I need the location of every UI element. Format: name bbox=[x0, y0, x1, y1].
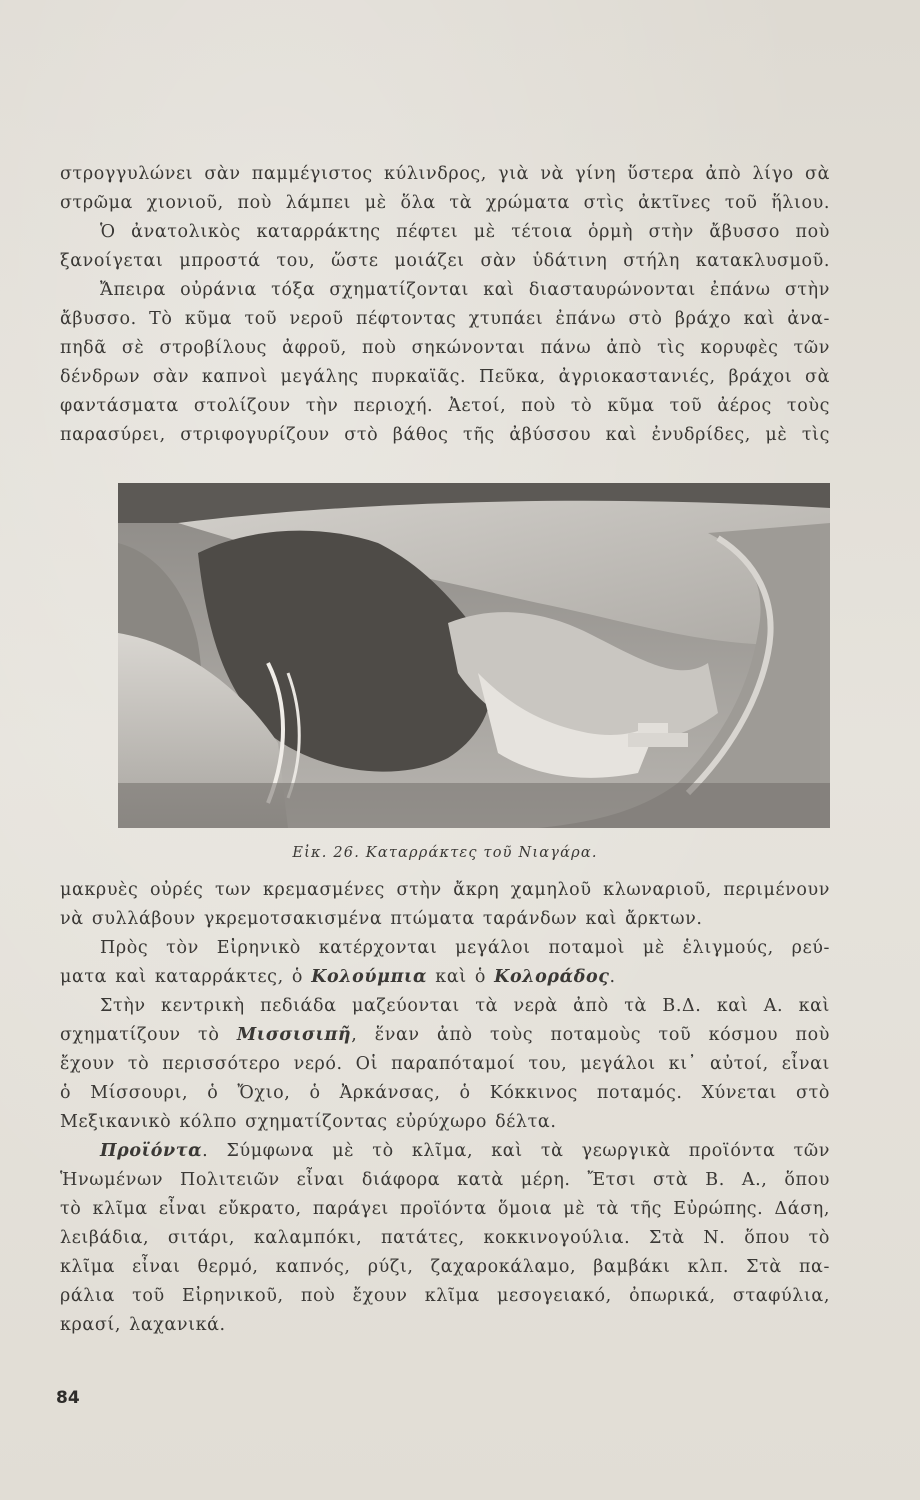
text-line: Ἡνωμένων Πολιτειῶν εἶναι διάφορα κατὰ μέρη. Ἔτσι στὰ Β. Α., ὅπου bbox=[60, 1170, 830, 1190]
text-line: μακρυὲς οὐρές των κρεμασμένες στὴν ἄκρη χαμηλοῦ κλωναριοῦ, περιμένουν bbox=[60, 880, 830, 900]
text-line: ἔχουν τὸ περισσότερο νερό. Οἱ παραπόταμοί του, μεγάλοι κι᾿ αὐτοί, εἶναι bbox=[60, 1054, 830, 1074]
top-paragraph bbox=[60, 160, 830, 450]
text-line: πηδᾶ σὲ στροβίλους ἀφροῦ, ποὺ σηκώνονται πάνω ἀπὸ τὶς κορυφὲς τῶν bbox=[60, 338, 830, 358]
text-line: τὸ κλῖμα εἶναι εὔκρατο, παράγει προϊόντα ὅμοια μὲ τὰ τῆς Εὐρώπης. Δάση, bbox=[60, 1199, 830, 1219]
text-line: λειβάδια, σιτάρι, καλαμπόκι, πατάτες, κοκκινογούλια. Στὰ Ν. ὅπου τὸ bbox=[60, 1228, 830, 1248]
text-run: καὶ ὁ bbox=[427, 967, 495, 987]
text-line: νὰ συλλάβουν γκρεμοτσακισμένα πτώματα ταράνδων καὶ ἄρκτων. bbox=[60, 909, 703, 929]
river-name-mississippi: Μισσισιπῆ bbox=[236, 1025, 352, 1045]
text-line: Στὴν κεντρικὴ πεδιάδα μαζεύονται τὰ νερὰ ἀπὸ τὰ Β.Δ. καὶ Α. καὶ bbox=[100, 996, 830, 1016]
text-line: ἄβυσσο. Τὸ κῦμα τοῦ νεροῦ πέφτοντας χτυπάει ἐπάνω στὸ βράχο καὶ ἀνα- bbox=[60, 309, 830, 329]
page-number: 84 bbox=[56, 1388, 80, 1408]
text-line: Ἄπειρα οὐράνια τόξα σχηματίζονται καὶ διασταυρώνονται ἐπάνω στὴν bbox=[100, 280, 830, 300]
text-run: ματα καὶ καταρράκτες, ὁ bbox=[60, 967, 312, 987]
text-line: ράλια τοῦ Εἰρηνικοῦ, ποὺ ἔχουν κλῖμα μεσογειακό, ὀπωρικά, σταφύλια, bbox=[60, 1286, 830, 1306]
text-line bbox=[60, 963, 830, 992]
bottom-paragraphs bbox=[60, 876, 830, 1340]
text-line: Μεξικανικὸ κόλπο σχηματίζοντας εὐρύχωρο δέλτα. bbox=[60, 1112, 557, 1132]
niagara-falls-photo bbox=[118, 483, 830, 828]
text-line: ὁ Μίσσουρι, ὁ Ὄχιο, ὁ Ἀρκάνσας, ὁ Κόκκινος ποταμός. Χύνεται στὸ bbox=[60, 1083, 830, 1103]
text-line: παρασύρει, στριφογυρίζουν στὸ βάθος τῆς ἀβύσσου καὶ ἐνυδρίδες, μὲ τὶς bbox=[60, 425, 830, 445]
text-run: . bbox=[609, 967, 616, 987]
text-run: . Σύμφωνα μὲ τὸ κλῖμα, καὶ τὰ γεωργικὰ προϊόντα τῶν bbox=[202, 1141, 830, 1161]
text-line: στρῶμα χιονιοῦ, ποὺ λάμπει μὲ ὅλα τὰ χρώματα στὶς ἀκτῖνες τοῦ ἥλιου. bbox=[60, 193, 830, 213]
figure-caption: Εἰκ. 26. Καταρράκτες τοῦ Νιαγάρα. bbox=[292, 845, 598, 861]
text-line: φαντάσματα στολίζουν τὴν περιοχή. Ἀετοί, ποὺ τὸ κῦμα τοῦ ἀέρος τοὺς bbox=[60, 396, 830, 416]
section-heading-products: Προϊόντα bbox=[100, 1141, 203, 1161]
river-name-colorado: Κολοράδος bbox=[494, 967, 610, 987]
text-line: κρασί, λαχανικά. bbox=[60, 1315, 226, 1335]
text-line: κλῖμα εἶναι θερμό, καπνός, ρύζι, ζαχαροκάλαμο, βαμβάκι κλπ. Στὰ πα- bbox=[60, 1257, 830, 1277]
text-line: δένδρων σὰν καπνοὶ μεγάλης πυρκαϊᾶς. Πεῦκα, ἀγριοκαστανιές, βράχοι σὰ bbox=[60, 367, 830, 387]
text-line: Πρὸς τὸν Εἰρηνικὸ κατέρχονται μεγάλοι ποταμοὶ μὲ ἑλιγμούς, ρεύ- bbox=[100, 938, 830, 958]
river-name-columbia: Κολούμπια bbox=[311, 967, 428, 987]
text-line bbox=[60, 1021, 830, 1050]
text-run: σχηματίζουν τὸ bbox=[60, 1025, 237, 1045]
text-run: , ἕναν ἀπὸ τοὺς ποταμοὺς τοῦ κόσμου ποὺ bbox=[351, 1025, 830, 1045]
text-line: ξανοίγεται μπροστά του, ὥστε μοιάζει σὰν ὑδάτινη στήλη κατακλυσμοῦ. bbox=[60, 251, 830, 271]
text-line bbox=[60, 1137, 830, 1166]
text-line: Ὁ ἀνατολικὸς καταρράκτης πέφτει μὲ τέτοια ὁρμὴ στὴν ἄβυσσο ποὺ bbox=[100, 222, 830, 242]
text-line: στρογγυλώνει σὰν παμμέγιστος κύλινδρος, γιὰ νὰ γίνη ὕστερα ἀπὸ λίγο σὰ bbox=[60, 164, 830, 184]
